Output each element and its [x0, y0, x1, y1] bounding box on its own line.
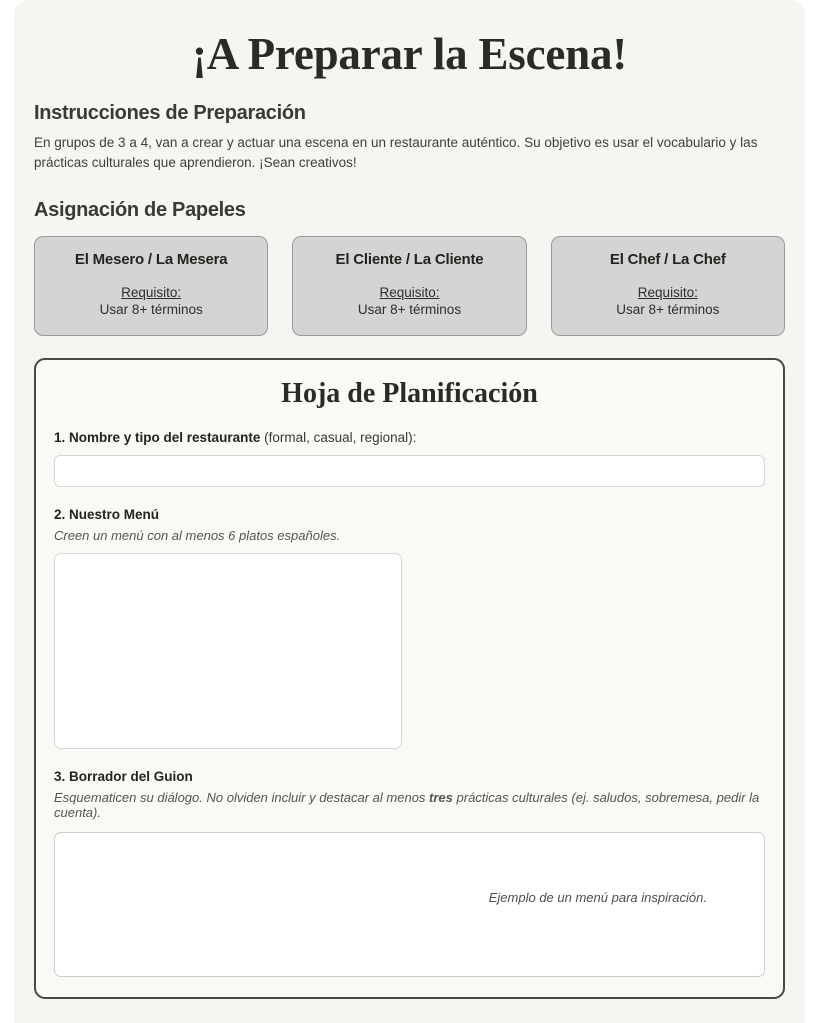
- field-number: 3.: [54, 769, 66, 785]
- role-card-mesero[interactable]: [34, 236, 268, 336]
- role-cards-row: [34, 236, 785, 336]
- role-title: El Chef / La Chef: [609, 251, 726, 269]
- role-title: El Mesero / La Mesera: [74, 251, 228, 269]
- field-label-strong: Nombre y tipo del restaurante: [69, 430, 261, 446]
- hint-part-2: prácticas culturales (ej. saludos, sobremesa, pedir la cuenta).: [54, 790, 760, 821]
- role-requirement-label: Requisito:: [637, 285, 698, 301]
- field-script-hint: [54, 790, 765, 820]
- role-title: El Cliente / La Cliente: [335, 251, 484, 269]
- hint-part-1: Esquematicen su diálogo. No olviden incluir y destacar al menos: [54, 790, 430, 806]
- role-card-cliente[interactable]: [292, 236, 526, 336]
- roles-heading: Asignación de Papeles: [34, 199, 246, 222]
- planning-sheet-title: Hoja de Planificación: [281, 378, 538, 410]
- field-restaurant-label: [54, 430, 765, 445]
- role-requirement-value: Usar 8+ términos: [357, 302, 462, 318]
- instructions-body: En grupos de 3 a 4, van a crear y actuar una escena en un restaurante auténtico. Su objetivo es usar el vocabulario y las prácticas culturales que aprendieron. ¡Sean creativos!: [34, 135, 758, 170]
- role-requirement-value: Usar 8+ términos: [99, 302, 203, 318]
- role-requirement-label: Requisito:: [121, 285, 182, 301]
- field-label-strong: Nuestro Menú: [69, 507, 160, 523]
- hint-emphasis: tres: [429, 790, 453, 806]
- worksheet-page: [14, 0, 805, 1023]
- planning-sheet: [34, 358, 785, 999]
- field-number: 2.: [54, 507, 66, 523]
- role-requirement-label: Requisito:: [379, 285, 440, 301]
- field-menu: [54, 507, 765, 749]
- role-card-chef[interactable]: [551, 236, 785, 336]
- menu-drawing-area[interactable]: [54, 553, 402, 749]
- instructions-heading: Instrucciones de Preparación: [34, 102, 306, 124]
- role-requirement-value: Usar 8+ términos: [616, 302, 720, 318]
- field-menu-hint: Creen un menú con al menos 6 platos españoles.: [54, 528, 341, 544]
- field-label-strong: Borrador del Guion: [69, 769, 193, 785]
- field-menu-label: [54, 507, 765, 522]
- script-draft-area[interactable]: [54, 832, 765, 977]
- field-label-rest: (formal, casual, regional):: [264, 430, 417, 446]
- page-title: ¡A Preparar la Escena!: [191, 29, 628, 79]
- field-restaurant: [54, 430, 765, 487]
- field-script: [54, 769, 765, 977]
- field-number: 1.: [54, 430, 66, 446]
- field-script-label: [54, 769, 765, 784]
- menu-example-caption: Ejemplo de un menú para inspiración.: [488, 890, 707, 906]
- restaurant-name-input[interactable]: [54, 455, 765, 487]
